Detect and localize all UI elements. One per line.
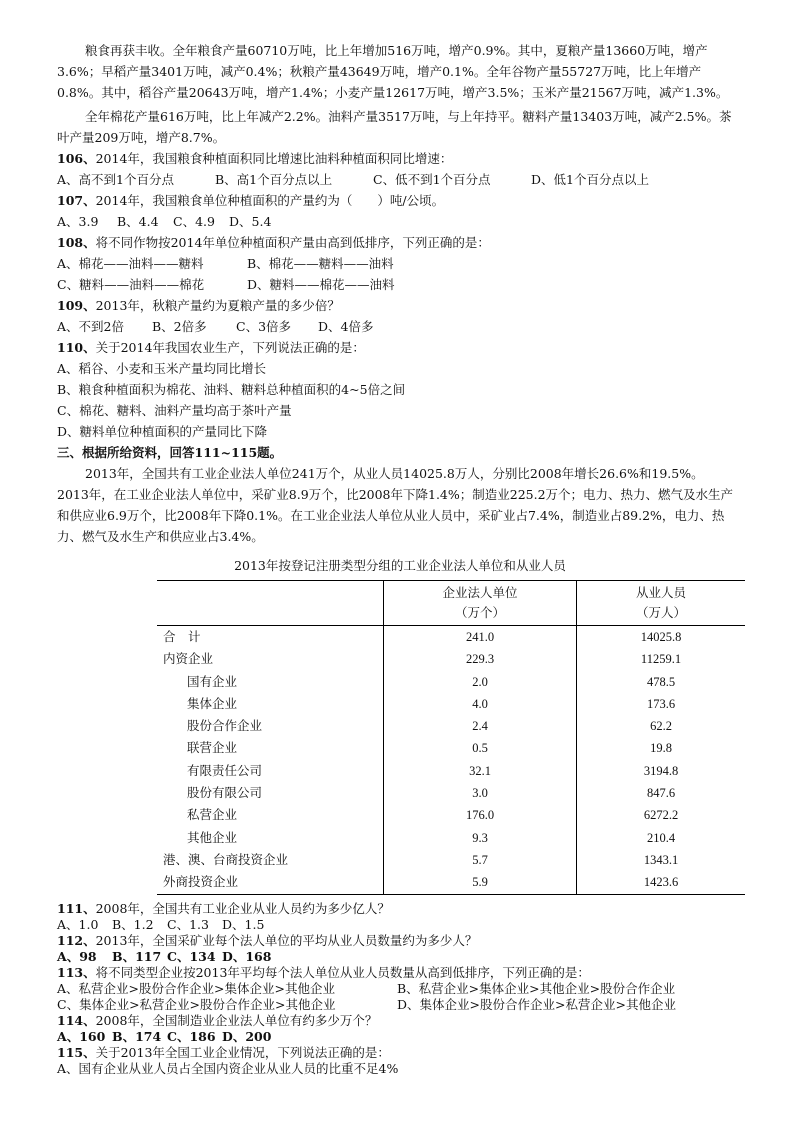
option-a: A、98 xyxy=(57,948,97,964)
header-people-unit: （万人） xyxy=(635,605,686,620)
option-c: C、1.3 xyxy=(167,916,209,932)
table-row xyxy=(157,849,745,871)
people-value: 210.4 xyxy=(646,830,676,845)
table-row xyxy=(157,693,745,715)
option-d: D、1.5 xyxy=(222,916,265,932)
question-text: 将不同类型企业按2013年平均每个法人单位从业人员数量从高到低排序，下列正确的是： xyxy=(95,964,590,980)
header-blank xyxy=(157,581,384,626)
option-b: B、117 xyxy=(112,948,162,964)
units-value: 0.5 xyxy=(384,737,577,759)
people-value: 847.6 xyxy=(646,786,676,801)
question-text: 2008年，全国制造业企业法人单位有约多少万个？ xyxy=(95,1012,378,1028)
option-d: D、集体企业>股份合作企业>私营企业>其他企业 xyxy=(397,996,676,1012)
table-row xyxy=(157,648,745,670)
row-label: 联营企业 xyxy=(157,737,384,759)
question-108-options-ab xyxy=(57,253,743,274)
units-value: 5.9 xyxy=(384,871,577,894)
question-number: 109、 xyxy=(57,298,96,313)
option-c: C、集体企业>私营企业>股份合作企业>其他企业 xyxy=(57,996,336,1012)
option-d: D、4倍多 xyxy=(318,319,374,334)
units-value: 5.7 xyxy=(384,849,577,871)
table-row xyxy=(157,671,745,693)
units-value: 2.4 xyxy=(384,715,577,737)
option-d: D、200 xyxy=(222,1028,272,1044)
question-107 xyxy=(57,190,743,211)
row-label: 港、澳、台商投资企业 xyxy=(157,849,384,871)
table-row xyxy=(157,782,745,804)
people-value: 6272.2 xyxy=(643,808,679,823)
option-a: A、私营企业>股份合作企业>集体企业>其他企业 xyxy=(57,980,335,996)
table-row xyxy=(157,626,745,649)
table-row xyxy=(157,760,745,782)
question-113 xyxy=(57,965,743,981)
option-a: A、国有企业从业人员占全国内资企业从业人员的比重不足4% xyxy=(57,1060,399,1076)
table-row xyxy=(157,827,745,849)
row-label: 集体企业 xyxy=(157,693,384,715)
question-number: 111、 xyxy=(57,900,96,916)
question-111-options xyxy=(57,917,743,933)
question-number: 114、 xyxy=(57,1012,96,1028)
option-c: C、糖料——油料——棉花 xyxy=(57,277,205,292)
people-value: 1343.1 xyxy=(643,852,679,867)
units-value: 3.0 xyxy=(384,782,577,804)
intro-paragraph-2: 全年棉花产量616万吨，比上年减产2.2%。油料产量3517万吨，与上年持平。糖料产量13403万吨，减产2.5%。茶叶产量209万吨，增产8.7%。 xyxy=(57,109,732,145)
question-number: 106、 xyxy=(57,151,96,166)
question-114 xyxy=(57,1013,743,1029)
question-113-options-ab xyxy=(57,981,743,997)
people-value: 19.8 xyxy=(650,741,672,756)
row-label: 私营企业 xyxy=(157,804,384,826)
table-header-row xyxy=(157,581,745,626)
option-c: C、3倍多 xyxy=(236,319,292,334)
table-row xyxy=(157,737,745,759)
units-value: 32.1 xyxy=(384,760,577,782)
question-number: 107、 xyxy=(57,193,96,208)
question-text: 2013年，全国采矿业每个法人单位的平均从业人员数量约为多少人？ xyxy=(95,932,478,948)
header-people xyxy=(577,581,746,626)
header-units-label: 企业法人单位 xyxy=(442,585,518,600)
option-d: D、168 xyxy=(222,948,272,964)
header-units-unit: （万个） xyxy=(454,605,505,620)
question-114-options xyxy=(57,1029,743,1045)
question-112-options xyxy=(57,949,743,965)
option-a: A、棉花——油料——糖料 xyxy=(57,256,204,271)
people-value: 14025.8 xyxy=(640,630,682,644)
option-c: C、4.9 xyxy=(173,214,215,229)
question-106-options xyxy=(57,169,743,190)
header-people-label: 从业人员 xyxy=(635,585,686,600)
question-115 xyxy=(57,1045,743,1061)
people-value: 3194.8 xyxy=(643,763,679,778)
question-text: 2013年，秋粮产量约为夏粮产量的多少倍？ xyxy=(95,298,340,313)
header-units xyxy=(384,581,577,626)
question-113-options-cd xyxy=(57,997,743,1013)
option-d: D、糖料——棉花——油料 xyxy=(247,277,395,292)
question-111 xyxy=(57,901,743,917)
document-page xyxy=(57,40,743,1077)
people-value: 1423.6 xyxy=(577,871,746,894)
option-c: C、低不到1个百分点 xyxy=(373,172,491,187)
question-112 xyxy=(57,933,743,949)
units-value: 241.0 xyxy=(384,626,577,649)
option-a: A、不到2倍 xyxy=(57,319,124,334)
units-value: 9.3 xyxy=(384,827,577,849)
question-text: 2008年，全国共有工业企业从业人员约为多少亿人？ xyxy=(95,900,390,916)
option-a: A、稻谷、小麦和玉米产量均同比增长 xyxy=(57,361,267,376)
people-value: 478.5 xyxy=(646,674,676,689)
option-b: B、高1个百分点以上 xyxy=(215,172,333,187)
units-value: 229.3 xyxy=(384,648,577,670)
question-110 xyxy=(57,337,743,358)
question-number: 113、 xyxy=(57,964,96,980)
question-108-options-cd xyxy=(57,274,743,295)
row-label: 其他企业 xyxy=(157,827,384,849)
units-value: 2.0 xyxy=(384,671,577,693)
question-number: 112、 xyxy=(57,932,96,948)
question-109 xyxy=(57,295,743,316)
question-text: 关于2014年我国农业生产，下列说法正确的是： xyxy=(95,340,365,355)
option-a: A、1.0 xyxy=(57,916,99,932)
row-label: 股份有限公司 xyxy=(157,782,384,804)
row-label: 国有企业 xyxy=(157,671,384,693)
option-a: A、160 xyxy=(57,1028,106,1044)
section3-paragraph-2: 2013年，在工业企业法人单位中，采矿业8.9万个，比2008年下降1.4%；制造业225.2万个；电力、热力、燃气及水生产和供应业6.9万个，比2008年下降0.1%。在工业企业法人单位从业人员中，采矿业占7.4%，制造业占89.2%，电力、热力、燃气及水生产和供应业占3.4%。 xyxy=(57,487,734,544)
question-text: 将不同作物按2014年单位种植面积产量由高到低排序，下列正确的是： xyxy=(95,235,490,250)
intro-paragraph-1: 粮食再获丰收。全年粮食产量60710万吨，比上年增加516万吨，增产0.9%。其中，夏粮产量13660万吨，增产3.6%；早稻产量3401万吨，减产0.4%；秋粮产量43649万吨，增产0.1%。全年谷物产量55727万吨，比上年增产0.8%。其中，稻谷产量20643万吨，增产1.4%；小麦产量12617万吨，增产3.5%；玉米产量21567万吨，减产1.3%。 xyxy=(57,43,729,100)
row-label: 外商投资企业 xyxy=(157,871,384,894)
question-number: 115、 xyxy=(57,1044,96,1060)
option-b: B、2倍多 xyxy=(152,319,207,334)
option-b: B、4.4 xyxy=(117,214,159,229)
row-label: 合 计 xyxy=(157,626,384,649)
option-b: B、粮食种植面积为棉花、油料、糖料总种植面积的4~5倍之间 xyxy=(57,382,406,397)
people-value: 173.6 xyxy=(646,696,676,711)
option-b: B、174 xyxy=(112,1028,162,1044)
option-b: B、私营企业>集体企业>其他企业>股份合作企业 xyxy=(397,980,676,996)
section-heading: 三、根据所给资料，回答111~115题。 xyxy=(57,445,283,460)
question-text: 2014年，我国粮食种植面积同比增速比油料种植面积同比增速： xyxy=(95,151,453,166)
question-number: 108、 xyxy=(57,235,96,250)
units-value: 176.0 xyxy=(384,804,577,826)
option-d: D、5.4 xyxy=(229,214,272,229)
people-value: 11259.1 xyxy=(640,652,682,667)
people-value: 62.2 xyxy=(650,719,672,734)
option-d: D、糖料单位种植面积的产量同比下降 xyxy=(57,424,268,439)
question-text: 2014年，我国粮食单位种植面积的产量约为（ ）吨/公顷。 xyxy=(95,193,445,208)
row-label: 股份合作企业 xyxy=(157,715,384,737)
question-106 xyxy=(57,148,743,169)
row-label: 内资企业 xyxy=(157,648,384,670)
table-row xyxy=(157,804,745,826)
option-d: D、低1个百分点以上 xyxy=(531,172,649,187)
option-c: C、134 xyxy=(167,948,216,964)
units-value: 4.0 xyxy=(384,693,577,715)
data-table xyxy=(157,580,745,895)
option-a: A、3.9 xyxy=(57,214,99,229)
option-c: C、186 xyxy=(167,1028,216,1044)
questions-111-115 xyxy=(57,901,743,1077)
table-caption: 2013年按登记注册类型分组的工业企业法人单位和从业人员 xyxy=(234,558,566,573)
option-a: A、高不到1个百分点 xyxy=(57,172,174,187)
option-b: B、1.2 xyxy=(112,916,154,932)
question-text: 关于2013年全国工业企业情况，下列说法正确的是： xyxy=(95,1044,390,1060)
row-label: 有限责任公司 xyxy=(157,760,384,782)
option-c: C、棉花、糖料、油料产量均高于茶叶产量 xyxy=(57,403,292,418)
section3-paragraph-1: 2013年，全国共有工业企业法人单位241万个，从业人员14025.8万人，分别比2008年增长26.6%和19.5%。 xyxy=(85,466,704,481)
option-b: B、棉花——糖料——油料 xyxy=(247,256,394,271)
question-109-options xyxy=(57,316,743,337)
question-number: 110、 xyxy=(57,340,96,355)
table-row xyxy=(157,871,745,894)
table-row xyxy=(157,715,745,737)
question-108 xyxy=(57,232,743,253)
question-107-options xyxy=(57,211,743,232)
